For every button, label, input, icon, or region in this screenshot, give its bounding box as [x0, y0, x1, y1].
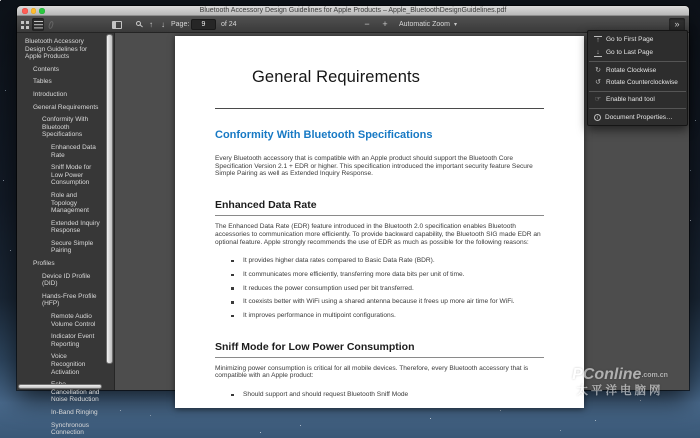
- menu-item-go-first[interactable]: [588, 33, 687, 46]
- outline-item-label: Secure Simple Pairing: [51, 239, 94, 255]
- go-first-icon: ↑: [594, 36, 602, 44]
- chapter-title: General Requirements: [252, 68, 420, 86]
- menu-item-hand-tool[interactable]: [588, 94, 687, 106]
- outline-item-label: Introduction: [33, 90, 67, 98]
- rotate-cw-icon: ↻: [595, 66, 601, 74]
- outline-item[interactable]: [25, 273, 101, 288]
- outline-item[interactable]: [25, 144, 101, 159]
- outline-item[interactable]: [25, 78, 101, 86]
- show-outline-button[interactable]: [32, 18, 44, 31]
- zoom-out-button[interactable]: [361, 18, 373, 31]
- sidebar-horizontal-scrollbar[interactable]: [18, 384, 102, 389]
- close-window-button[interactable]: [22, 8, 28, 14]
- bullet-item: It provides higher data rates compared to Basic Data Rate (BDR).: [243, 257, 544, 265]
- outline-item-label: Remote Audio Volume Control: [51, 313, 96, 328]
- menu-item-doc-properties[interactable]: [588, 111, 687, 123]
- show-attachments-button[interactable]: [45, 18, 57, 31]
- page-label: Page:: [171, 21, 190, 28]
- menu-item-rotate-ccw[interactable]: [588, 77, 687, 89]
- outline-item[interactable]: [25, 91, 101, 99]
- go-last-icon: ↓: [594, 49, 602, 57]
- pdf-page: [175, 36, 584, 408]
- doc-props-icon: i: [594, 114, 601, 121]
- outline-item-label: Profiles: [33, 260, 55, 268]
- outline-item[interactable]: [25, 260, 101, 268]
- bullet-item: It coexists better with WiFi using a shared antenna because it frees up more air time for WiFi.: [243, 298, 544, 306]
- arrow-down-icon: ↓: [161, 19, 165, 29]
- zoom-window-button[interactable]: [39, 8, 45, 14]
- outline-item[interactable]: [25, 116, 101, 139]
- sniff-bullet-list: [215, 391, 544, 399]
- toggle-sidebar-button[interactable]: [111, 18, 123, 31]
- outline-item-label: Conformity With Bluetooth Specifications: [42, 116, 89, 139]
- subsection-heading-edr: Enhanced Data Rate: [215, 199, 544, 216]
- outline-item-label: Role and Topology Management: [51, 191, 89, 215]
- zoom-mode-value: Automatic Zoom: [399, 21, 450, 28]
- secondary-toolbar-menu: [587, 30, 688, 126]
- menu-item-label: Go to Last Page: [606, 49, 653, 57]
- outline-item-label: General Requirements: [33, 103, 99, 111]
- arrow-up-icon: ↑: [149, 19, 153, 29]
- thumbnails-icon: [21, 21, 29, 29]
- section-heading-conformity: Conformity With Bluetooth Specifications: [215, 129, 433, 141]
- bullet-item: Should support and should request Bluetooth Sniff Mode: [243, 391, 544, 399]
- outline-item-label: In-Band Ringing: [51, 408, 98, 416]
- outline-item-label: Sniff Mode for Low Power Consumption: [51, 164, 92, 187]
- paragraph: The Enhanced Data Rate (EDR) feature introduced in the Bluetooth 2.0 specification enables Bluetooth accessories to communication more efficiently. To provide backward capability, the Bluetooth SIG made EDR an optional feature. Apple strongly recommends the use of EDR as much as possible for the following reasons:: [215, 223, 541, 246]
- menu-item-label: Document Properties…: [605, 113, 673, 121]
- search-icon: [136, 21, 141, 26]
- outline-item[interactable]: [25, 293, 101, 308]
- page-count-label: of 24: [221, 21, 237, 28]
- outline-item[interactable]: [25, 240, 101, 255]
- outline-item-label: Contents: [33, 65, 60, 73]
- outline-icon: [34, 21, 43, 29]
- outline-item-label: Enhanced Data Rate: [51, 143, 96, 159]
- outline-item[interactable]: [25, 66, 101, 74]
- edr-bullet-list: [215, 257, 544, 320]
- outline-item[interactable]: [25, 104, 101, 112]
- plus-icon: +: [382, 19, 388, 29]
- outline-item-label: Device ID Profile (DID): [42, 272, 91, 288]
- zoom-in-button[interactable]: [379, 18, 391, 31]
- outline-item-label: Bluetooth Accessory Design Guidelines for Apple Products: [25, 38, 88, 61]
- divider: [215, 108, 544, 109]
- sidebar-vertical-scrollbar[interactable]: [106, 34, 113, 364]
- outline-item-label: Hands-Free Profile (HFP): [42, 292, 97, 308]
- outline-item[interactable]: [25, 422, 101, 437]
- subsection-heading-sniff: Sniff Mode for Low Power Consumption: [215, 341, 544, 358]
- outline-item-label: Synchronous Connection: [51, 421, 89, 437]
- next-page-button[interactable]: [157, 18, 169, 31]
- minimize-window-button[interactable]: [31, 8, 37, 14]
- outline-item[interactable]: [25, 409, 101, 417]
- outline-item[interactable]: [25, 192, 101, 215]
- sidebar-toggle-icon: [112, 21, 122, 29]
- menu-item-label: Rotate Counterclockwise: [606, 79, 678, 87]
- paperclip-icon: [48, 20, 54, 29]
- outline-sidebar: [17, 33, 115, 437]
- bullet-item: It improves performance in multipoint configurations.: [243, 312, 544, 320]
- paragraph: Minimizing power consumption is critical for all mobile devices. Therefore, every Bluetooth accessory that is compatible with an Apple product:: [215, 364, 529, 380]
- show-thumbnails-button[interactable]: [19, 18, 31, 31]
- outline-item-label: Tables: [33, 78, 52, 86]
- outline-item[interactable]: [25, 164, 101, 187]
- bullet-item: It communicates more efficiently, transferring more data bits per unit of time.: [243, 271, 544, 279]
- outline-item[interactable]: [25, 313, 101, 328]
- watermark-chinese: 太平洋电脑网: [576, 385, 664, 397]
- paragraph: Every Bluetooth accessory that is compatible with an Apple product should support the Bluetooth Core Specification Version 2.1 + EDR or higher. This specification introduced the important security feature Secure Simple Pairing as well as Extended Inquiry Response.: [215, 155, 533, 178]
- traffic-lights: [22, 8, 45, 14]
- find-button[interactable]: [131, 18, 143, 31]
- outline-item-label: Indicator Event Reporting: [51, 333, 95, 348]
- bullet-item: It reduces the power consumption used per bit transferred.: [243, 285, 544, 293]
- window-titlebar[interactable]: [17, 6, 689, 16]
- hand-tool-icon: ☞: [594, 96, 602, 104]
- outline-item[interactable]: [25, 38, 101, 61]
- menu-item-label: Go to First Page: [606, 36, 654, 44]
- page-number-input[interactable]: [191, 19, 216, 30]
- menu-item-label: Rotate Clockwise: [606, 66, 657, 74]
- previous-page-button[interactable]: [145, 18, 157, 31]
- minus-icon: −: [364, 19, 370, 29]
- outline-item-label: Voice Recognition Activation: [51, 353, 86, 376]
- chevron-down-icon: ▾: [453, 22, 457, 28]
- menu-item-go-last[interactable]: [588, 46, 687, 59]
- menu-item-rotate-cw[interactable]: [588, 64, 687, 76]
- rotate-ccw-icon: ↺: [595, 79, 601, 87]
- outline-item[interactable]: [25, 220, 101, 235]
- outline-item[interactable]: [25, 333, 101, 348]
- double-chevron-icon: »: [674, 19, 680, 29]
- outline-item[interactable]: [25, 353, 101, 376]
- zoom-mode-dropdown[interactable]: [399, 16, 457, 33]
- document-outline: [17, 33, 114, 437]
- watermark-brand: PConline.com.cn: [572, 366, 668, 383]
- outline-item-label: Extended Inquiry Response: [51, 219, 100, 235]
- window-title: Bluetooth Accessory Design Guidelines for Apple Products – Apple_BluetoothDesignGuidelines.pdf: [199, 6, 507, 14]
- outline-item-label: Cancellation and Noise Reduction: [51, 388, 100, 404]
- menu-item-label: Enable hand tool: [606, 96, 655, 104]
